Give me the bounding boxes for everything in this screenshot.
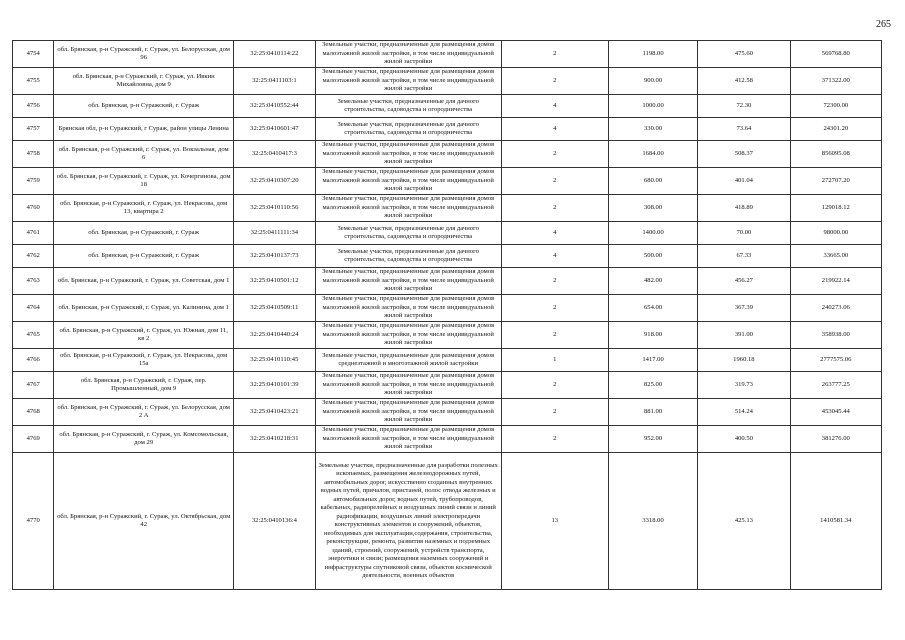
cell-group: 2 — [501, 322, 608, 349]
cell-value: 263777.25 — [790, 372, 881, 399]
cell-use: Земельные участки, предназначенные для размещения домов малоэтажной жилой застройки, в том числе индивидуальной жилой застройки — [315, 322, 501, 349]
cell-group: 4 — [501, 222, 608, 245]
cell-use: Земельные участки, предназначенные для размещения домов малоэтажной жилой застройки, в том числе индивидуальной жилой застройки — [315, 141, 501, 168]
cell-value: 371322.00 — [790, 68, 881, 95]
cell-cadastral: 32:25:0410137:73 — [233, 245, 315, 268]
cell-address: обл. Брянская, р-н Суражский, г. Сураж, пер. Промышленный, дом 9 — [54, 372, 234, 399]
cell-value: 453045.44 — [790, 399, 881, 426]
table-row — [13, 245, 882, 268]
cell-num: 4764 — [13, 295, 54, 322]
cell-value: 98000.00 — [790, 222, 881, 245]
cell-address: обл. Брянская, р-н Суражский, г. Сураж, ул. Кочергиновa, дом 18 — [54, 168, 234, 195]
cell-address: обл. Брянская, р-н Суражский, г. Сураж, ул. Ивкин Михайловна, дом 9 — [54, 68, 234, 95]
cell-value: 272707.20 — [790, 168, 881, 195]
cell-area: 1000.00 — [608, 95, 697, 118]
cell-value: 219922.14 — [790, 268, 881, 295]
page-number: 265 — [876, 19, 891, 30]
cell-num: 4762 — [13, 245, 54, 268]
cell-area: 680.00 — [608, 168, 697, 195]
cell-area: 330.00 — [608, 118, 697, 141]
cell-address: обл. Брянская, р-н Суражский, г. Сураж, ул. Белорусская, дом 2 А — [54, 399, 234, 426]
cell-use: Земельные участки, предназначенные для дачного строительства, садоводства и огородничества — [315, 245, 501, 268]
cell-use: Земельные участки, предназначенные для размещения домов малоэтажной жилой застройки, в том числе индивидуальной жилой застройки — [315, 372, 501, 399]
cell-rate: 72.30 — [698, 95, 790, 118]
table-row — [13, 372, 882, 399]
cell-group: 4 — [501, 118, 608, 141]
cell-num: 4768 — [13, 399, 54, 426]
cell-rate: 319.73 — [698, 372, 790, 399]
cell-group: 4 — [501, 95, 608, 118]
cell-group: 2 — [501, 41, 608, 68]
cell-group: 1 — [501, 349, 608, 372]
cell-area: 952.00 — [608, 426, 697, 453]
cell-rate: 514.24 — [698, 399, 790, 426]
cell-area: 1198.00 — [608, 41, 697, 68]
cell-num: 4759 — [13, 168, 54, 195]
table-row — [13, 41, 882, 68]
cell-rate: 475.60 — [698, 41, 790, 68]
cell-group: 2 — [501, 295, 608, 322]
cell-address: Брянская обл, р-н Суражский, г Сураж, район улицы Ленина — [54, 118, 234, 141]
cell-use: Земельные участки, предназначенные для размещения домов малоэтажной жилой застройки, в том числе индивидуальной жилой застройки — [315, 195, 501, 222]
cell-num: 4767 — [13, 372, 54, 399]
cell-cadastral: 32:25:0410423:21 — [233, 399, 315, 426]
cell-group: 2 — [501, 141, 608, 168]
cell-area: 900.00 — [608, 68, 697, 95]
table-row — [13, 399, 882, 426]
cell-area: 3318.00 — [608, 453, 697, 590]
table-row — [13, 268, 882, 295]
cell-rate: 70.00 — [698, 222, 790, 245]
cell-value: 1410581.34 — [790, 453, 881, 590]
cell-use: Земельные участки, предназначенные для размещения домов малоэтажной жилой застройки, в том числе индивидуальной жилой застройки — [315, 426, 501, 453]
cell-cadastral: 32:25:0410136:4 — [233, 453, 315, 590]
cell-group: 13 — [501, 453, 608, 590]
cell-address: обл. Брянская, р-н Суражский, г. Сураж — [54, 222, 234, 245]
cell-rate: 425.13 — [698, 453, 790, 590]
cell-cadastral: 32:25:0410417:3 — [233, 141, 315, 168]
cell-value: 2777575.06 — [790, 349, 881, 372]
cell-area: 825.00 — [608, 372, 697, 399]
cell-rate: 508.37 — [698, 141, 790, 168]
land-registry-table — [12, 40, 882, 590]
cell-use: Земельные участки, предназначенные для размещения домов малоэтажной жилой застройки, в том числе индивидуальной жилой застройки — [315, 268, 501, 295]
cell-rate: 418.89 — [698, 195, 790, 222]
cell-num: 4757 — [13, 118, 54, 141]
cell-cadastral: 32:25:0410110:56 — [233, 195, 315, 222]
cell-use: Земельные участки, предназначенные для размещения домов малоэтажной жилой застройки, в том числе индивидуальной жилой застройки — [315, 168, 501, 195]
cell-rate: 400.50 — [698, 426, 790, 453]
cell-cadastral: 32:25:0410307:20 — [233, 168, 315, 195]
cell-address: обл. Брянская, р-н Суражский, г. Сураж, ул. Южная, дом 11, кв 2 — [54, 322, 234, 349]
table-row — [13, 168, 882, 195]
cell-value: 72300.00 — [790, 95, 881, 118]
cell-address: обл. Брянская, р-н Суражский, г. Сураж, ул. Калинина, дом 1 — [54, 295, 234, 322]
cell-use: Земельные участки, предназначенные для размещения домов малоэтажной жилой застройки, в том числе индивидуальной жилой застройки — [315, 399, 501, 426]
cell-group: 2 — [501, 268, 608, 295]
cell-num: 4760 — [13, 195, 54, 222]
cell-cadastral: 32:25:0410114:22 — [233, 41, 315, 68]
cell-group: 2 — [501, 399, 608, 426]
cell-address: обл. Брянская, р-н Суражский, г. Сураж — [54, 245, 234, 268]
cell-cadastral: 32:25:0410501:12 — [233, 268, 315, 295]
cell-rate: 391.00 — [698, 322, 790, 349]
table-row — [13, 295, 882, 322]
table-row — [13, 222, 882, 245]
cell-num: 4756 — [13, 95, 54, 118]
cell-cadastral: 32:25:0410440:24 — [233, 322, 315, 349]
table-row — [13, 118, 882, 141]
cell-rate: 367.39 — [698, 295, 790, 322]
cell-value: 24301.20 — [790, 118, 881, 141]
cell-area: 654.00 — [608, 295, 697, 322]
cell-address: обл. Брянская, р-н Суражский, г. Сураж, ул. Октябрьская, дом 42 — [54, 453, 234, 590]
cell-address: обл. Брянская, р-н Суражский, г. Сураж, ул. Советская, дом 1 — [54, 268, 234, 295]
cell-use: Земельные участки, предназначенные для размещения домов среднеэтажной и многоэтажной жилой застройки — [315, 349, 501, 372]
cell-num: 4770 — [13, 453, 54, 590]
cell-cadastral: 32:25:0410552:44 — [233, 95, 315, 118]
table-row — [13, 349, 882, 372]
cell-address: обл. Брянская, р-н Суражский, г. Сураж, ул. Некрасова, дом 15а — [54, 349, 234, 372]
cell-address: обл. Брянская, р-н Суражский, г. Сураж, ул. Комсомольская, дом 29 — [54, 426, 234, 453]
cell-value: 129018.12 — [790, 195, 881, 222]
cell-use: Земельные участки, предназначенные для размещения домов малоэтажной жилой застройки, в том числе индивидуальной жилой застройки — [315, 68, 501, 95]
table-row — [13, 453, 882, 590]
cell-rate: 67.33 — [698, 245, 790, 268]
cell-num: 4755 — [13, 68, 54, 95]
cell-num: 4761 — [13, 222, 54, 245]
cell-cadastral: 32:25:0411111:34 — [233, 222, 315, 245]
cell-cadastral: 32:25:0410110:45 — [233, 349, 315, 372]
cell-group: 2 — [501, 195, 608, 222]
cell-rate: 1960.18 — [698, 349, 790, 372]
cell-use: Земельные участки, предназначенные для размещения домов малоэтажной жилой застройки, в том числе индивидуальной жилой застройки — [315, 295, 501, 322]
cell-value: 33665.00 — [790, 245, 881, 268]
table-row — [13, 95, 882, 118]
cell-address: обл. Брянская, р-н Суражский, г. Сураж, ул. Белорусская, дом 96 — [54, 41, 234, 68]
cell-address: обл. Брянская, р-н Суражский, г. Сураж, ул. Вокзальная, дом 6 — [54, 141, 234, 168]
cell-group: 2 — [501, 68, 608, 95]
cell-use: Земельные участки, предназначенные для дачного строительства, садоводства и огородничества — [315, 222, 501, 245]
cell-use: Земельные участки, предназначенные для дачного строительства, садоводства и огородничества — [315, 95, 501, 118]
cell-group: 4 — [501, 245, 608, 268]
cell-value: 240273.06 — [790, 295, 881, 322]
cell-area: 1684.00 — [608, 141, 697, 168]
cell-rate: 412.58 — [698, 68, 790, 95]
cell-rate: 401.04 — [698, 168, 790, 195]
cell-cadastral: 32:25:0410218:31 — [233, 426, 315, 453]
cell-area: 1400.00 — [608, 222, 697, 245]
cell-use: Земельные участки, предназначенные для размещения домов малоэтажной жилой застройки, в том числе индивидуальной жилой застройки — [315, 41, 501, 68]
cell-group: 2 — [501, 372, 608, 399]
cell-value: 856095.08 — [790, 141, 881, 168]
cell-cadastral: 32:25:0411103:1 — [233, 68, 315, 95]
cell-num: 4758 — [13, 141, 54, 168]
cell-rate: 73.64 — [698, 118, 790, 141]
cell-rate: 456.27 — [698, 268, 790, 295]
cell-num: 4769 — [13, 426, 54, 453]
cell-num: 4763 — [13, 268, 54, 295]
cell-group: 2 — [501, 426, 608, 453]
cell-num: 4766 — [13, 349, 54, 372]
table-row — [13, 195, 882, 222]
cell-use: Земельные участки, предназначенные для разработки полезных ископаемых, размещения железнодорожных путей, автомобильных дорог, искусственно созданных внутренних водных путей, причалов, пристаней, полос отвода железных и автомобильных дорог, водных путей, трубопроводов, кабельных, радиорелейных и воздушных линий связи и линий радиофикации, воздушных линий электропередачи конструктивных элементов и сооружений, объектов, необходимых для эксплуатации,содержания, строительства, реконструкции, ремонта, развития наземных и подземных зданий, строений, сооружений, устройств транспорта, энергетики и связи; размещения наземных сооружений и инфраструктуры спутниковой связи, объектов космической деятельности, военных объектов — [315, 453, 501, 590]
cell-address: обл. Брянская, р-н Суражский, г. Сураж, ул. Некрасова, дом 13, квартира 2 — [54, 195, 234, 222]
cell-area: 308.00 — [608, 195, 697, 222]
cell-area: 1417.00 — [608, 349, 697, 372]
cell-num: 4754 — [13, 41, 54, 68]
table-row — [13, 426, 882, 453]
cell-cadastral: 32:25:0410601:47 — [233, 118, 315, 141]
cell-value: 381276.00 — [790, 426, 881, 453]
cell-num: 4765 — [13, 322, 54, 349]
cell-value: 569768.80 — [790, 41, 881, 68]
cell-area: 482.00 — [608, 268, 697, 295]
table-row — [13, 68, 882, 95]
cell-address: обл. Брянская, р-н Суражский, г. Сураж — [54, 95, 234, 118]
cell-group: 2 — [501, 168, 608, 195]
cell-area: 918.00 — [608, 322, 697, 349]
table-row — [13, 141, 882, 168]
cell-use: Земельные участки, предназначенные для дачного строительства, садоводства и огородничества — [315, 118, 501, 141]
cell-value: 358938.00 — [790, 322, 881, 349]
cell-area: 500.00 — [608, 245, 697, 268]
cell-area: 881.00 — [608, 399, 697, 426]
cell-cadastral: 32:25:0410509:11 — [233, 295, 315, 322]
cell-cadastral: 32:25:0410101:39 — [233, 372, 315, 399]
table-row — [13, 322, 882, 349]
